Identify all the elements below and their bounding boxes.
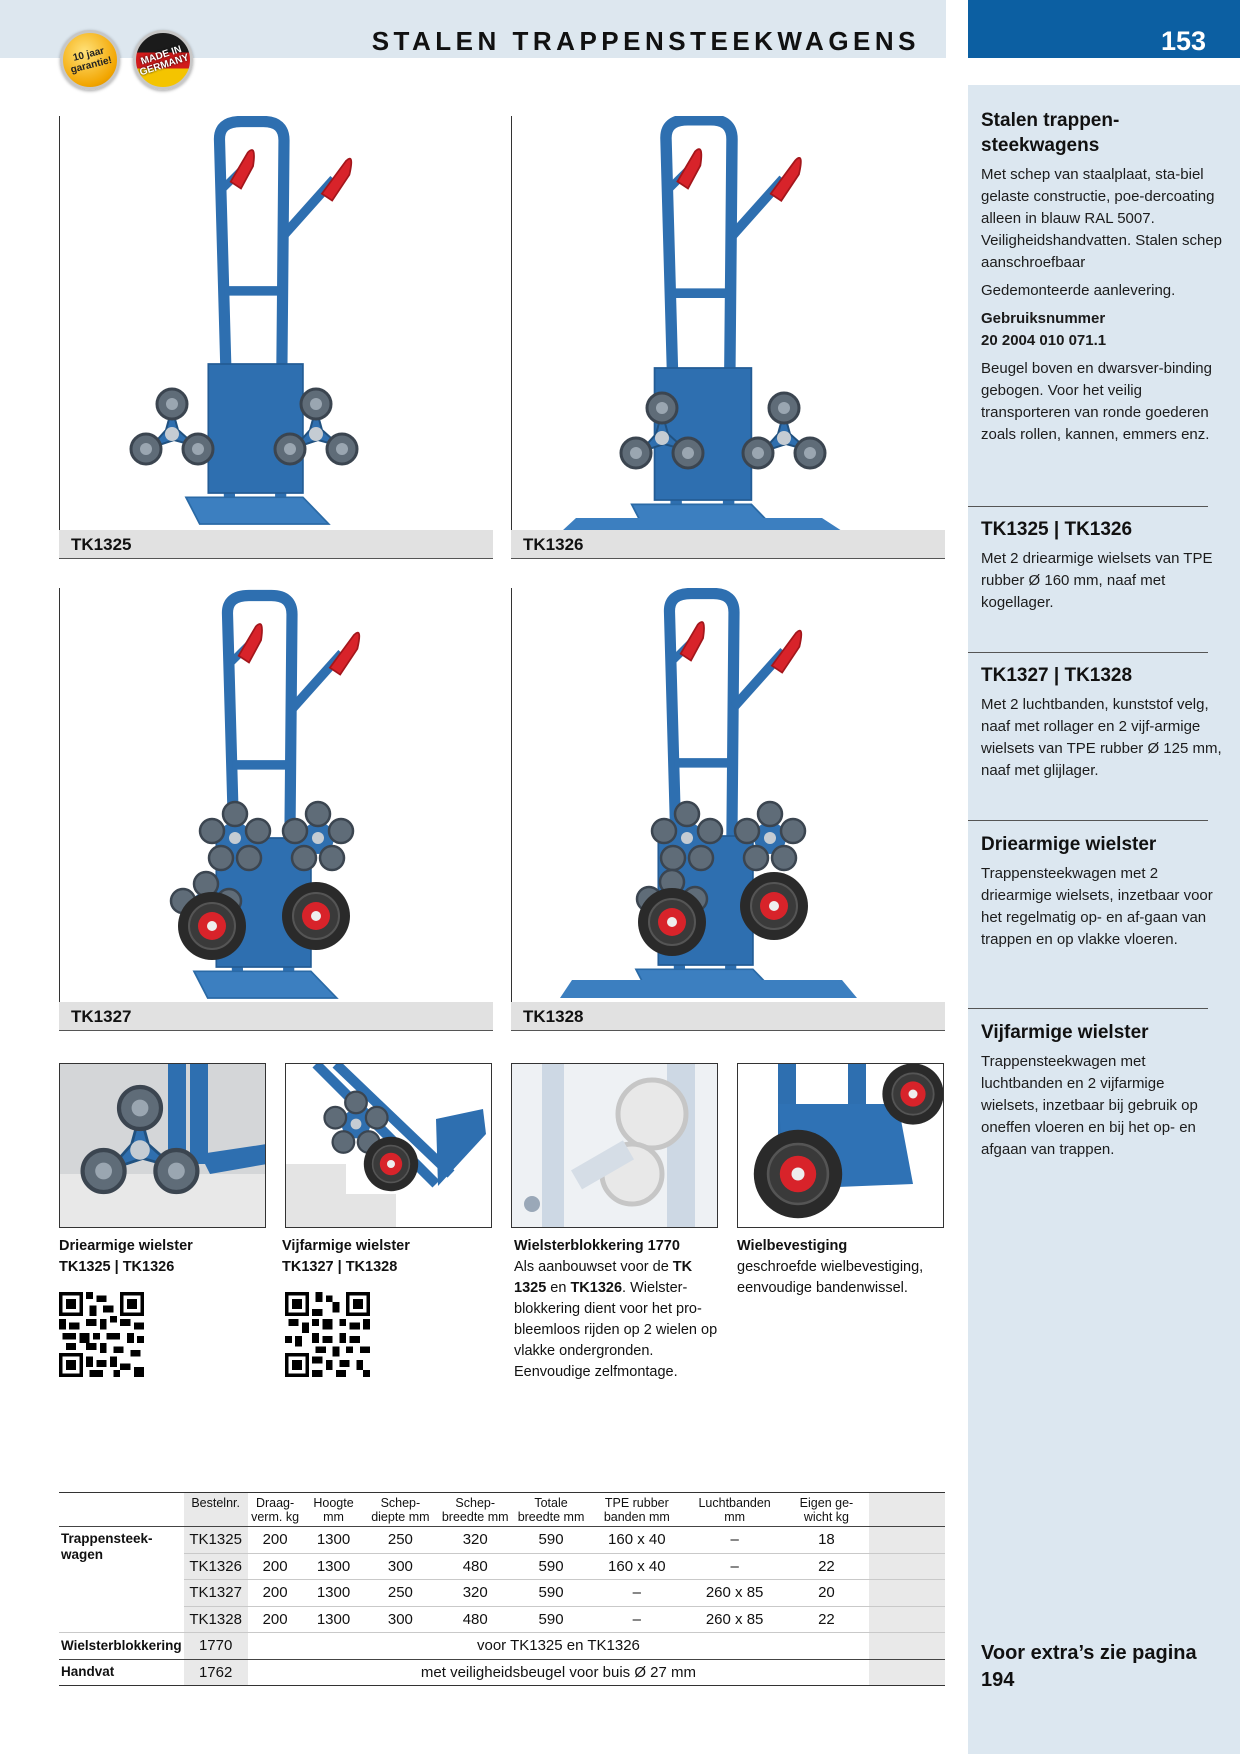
product-caption-tk1325: TK1325 <box>59 530 493 559</box>
table-header: Schep-breedte mm <box>436 1493 514 1527</box>
table-header: Schep-diepte mm <box>364 1493 436 1527</box>
sidebar-tk1325-heading: TK1325 | TK1326 <box>981 519 1133 540</box>
table-cell: 300 <box>364 1606 436 1633</box>
product-photo-tk1328 <box>511 588 945 1002</box>
table-cell: – <box>588 1606 686 1633</box>
page-number: 153 <box>1160 26 1206 56</box>
detail-caption-five-star <box>282 1236 497 1278</box>
usage-number-label: Gebruiksnummer <box>981 310 1106 327</box>
sidebar-drie-heading: Driearmige wielster <box>981 834 1157 855</box>
sidebar-intro-heading: Stalen trappen-steekwagens <box>981 110 1120 156</box>
hand-truck-five-star-image <box>60 588 494 1002</box>
table-cell: – <box>686 1553 784 1580</box>
accessory-description: voor TK1325 en TK1326 <box>248 1633 870 1660</box>
table-cell-empty <box>869 1580 945 1607</box>
table-cell-empty <box>869 1633 945 1660</box>
table-cell: 590 <box>514 1606 588 1633</box>
product-photo-tk1325 <box>59 116 493 530</box>
detail-photo-five-star <box>285 1063 492 1228</box>
table-row <box>59 1606 945 1633</box>
table-cell: TK1327 <box>184 1580 248 1607</box>
extras-reference: Voor extra’s zie pagina 194 <box>981 1642 1197 1691</box>
sidebar-divider <box>968 820 1208 821</box>
sidebar-vijf-text: Trappensteekwagen met luchtbanden en 2 vijfarmige wielsets, inzetbaar bij gebruik op oneffen vloeren en bij het op- en afgaan van trappen. <box>981 1053 1198 1158</box>
page-title: STALEN TRAPPENSTEEKWAGENS <box>371 26 920 56</box>
qr-code-icon[interactable] <box>59 1292 144 1377</box>
table-cell-empty <box>869 1553 945 1580</box>
table-cell: 22 <box>784 1553 870 1580</box>
table-header: Draag-verm. kg <box>248 1493 303 1527</box>
qr-code-icon[interactable] <box>285 1292 370 1377</box>
detail-caption-title: Vijfarmige wielster <box>282 1238 410 1254</box>
table-cell: 22 <box>784 1606 870 1633</box>
table-row-accessory <box>59 1659 945 1686</box>
detail-caption-three-star <box>59 1236 274 1278</box>
table-header: TPE rubber banden mm <box>588 1493 686 1527</box>
text-part: . Wielster-blokkering dient voor het pro-bleemloos rijden op 2 wielen op vlakke ondergronden. Eenvoudige zelfmontage. <box>514 1280 718 1380</box>
sidebar-divider <box>968 506 1208 507</box>
accessory-code: 1762 <box>184 1659 248 1686</box>
sidebar-divider <box>968 652 1208 653</box>
table-cell: 480 <box>436 1553 514 1580</box>
product-caption-tk1328: TK1328 <box>511 1002 945 1031</box>
table-header: Bestelnr. <box>184 1493 248 1527</box>
germany-badge-text: MADE IN GERMANY <box>138 44 191 79</box>
three-star-wheel-detail-image <box>60 1064 266 1228</box>
usage-number: 20 2004 010 071.1 <box>981 332 1107 349</box>
table-cell: TK1328 <box>184 1606 248 1633</box>
product-photo-tk1327 <box>59 588 493 1002</box>
text-part: en <box>546 1280 571 1296</box>
sidebar-tk1327-text: Met 2 luchtbanden, kunststof velg, naaf met rollager en 2 vijf-armige wielsets van TPE rubber Ø 125 mm, naaf met glijlager. <box>981 696 1222 779</box>
table-cell: 1300 <box>303 1527 365 1554</box>
accessory-label: Wielsterblokkering <box>59 1633 184 1660</box>
table-cell: 1300 <box>303 1606 365 1633</box>
table-cell: 160 x 40 <box>588 1527 686 1554</box>
wheel-mount-detail-image <box>738 1064 944 1228</box>
table-header: Totale breedte mm <box>514 1493 588 1527</box>
table-cell: 590 <box>514 1527 588 1554</box>
sidebar-vijf <box>968 1020 1240 1167</box>
table-cell-empty <box>869 1527 945 1554</box>
table-cell: 590 <box>514 1553 588 1580</box>
product-caption-tk1327: TK1327 <box>59 1002 493 1031</box>
table-header-row <box>59 1493 945 1527</box>
detail-caption-title: Wielsterblokkering 1770 <box>514 1238 680 1254</box>
accessory-code: 1770 <box>184 1633 248 1660</box>
table-cell: 250 <box>364 1580 436 1607</box>
table-header-empty <box>869 1493 945 1527</box>
guarantee-badge-text: 10 jaar garantie! <box>69 45 114 76</box>
table-cell: 200 <box>248 1527 303 1554</box>
hand-truck-three-star-image <box>60 116 494 530</box>
table-cell: 200 <box>248 1553 303 1580</box>
table-cell-empty <box>869 1659 945 1686</box>
specifications-table <box>59 1492 945 1686</box>
page-number-box <box>968 0 1240 58</box>
table-cell: 590 <box>514 1580 588 1607</box>
accessory-description: met veiligheidsbeugel voor buis Ø 27 mm <box>248 1659 870 1686</box>
sidebar-intro <box>968 108 1240 452</box>
table-cell: 18 <box>784 1527 870 1554</box>
detail-caption-subtitle: TK1325 | TK1326 <box>59 1259 175 1275</box>
table-cell-empty <box>869 1606 945 1633</box>
detail-caption-wheel-lock <box>514 1236 728 1383</box>
table-header: Eigen ge-wicht kg <box>784 1493 870 1527</box>
table-cell: 1300 <box>303 1553 365 1580</box>
guarantee-badge-icon <box>60 30 120 90</box>
sidebar-drie-text: Trappensteekwagen met 2 driearmige wielsets, inzetbaar voor het regelmatig op- en af-gaan van trappen en op vlakke vloeren. <box>981 865 1213 948</box>
table-cell: 160 x 40 <box>588 1553 686 1580</box>
sidebar-intro-p3: Beugel boven en dwarsver-binding gebogen. Voor het veilig transporteren van ronde goederen zoals rollen, kannen, emmers enz. <box>981 360 1212 443</box>
sidebar-divider <box>968 1008 1208 1009</box>
table-cell: 260 x 85 <box>686 1606 784 1633</box>
sidebar-tk1327-1328 <box>968 663 1240 788</box>
detail-caption-title: Driearmige wielster <box>59 1238 193 1254</box>
text-part-bold: TK 1325 <box>514 1259 693 1296</box>
table-cell: 200 <box>248 1606 303 1633</box>
table-cell: 260 x 85 <box>686 1580 784 1607</box>
text-part: Als aanbouwset voor de <box>514 1259 673 1275</box>
hand-truck-five-star-wide-image <box>512 588 946 1002</box>
product-photo-tk1326 <box>511 116 945 530</box>
detail-photo-wheel-lock <box>511 1063 718 1228</box>
sidebar-tk1325-1326 <box>968 517 1240 620</box>
five-star-wheel-detail-image <box>286 1064 492 1228</box>
made-in-germany-badge-icon <box>133 30 193 90</box>
table-header: Hoogte mm <box>303 1493 365 1527</box>
detail-caption-title: Wielbevestiging <box>737 1238 848 1254</box>
detail-caption-text <box>514 1257 728 1383</box>
sidebar-vijf-heading: Vijfarmige wielster <box>981 1022 1149 1043</box>
accessory-label: Handvat <box>59 1659 184 1686</box>
table-row <box>59 1580 945 1607</box>
detail-caption-text: geschroefde wielbevestiging, eenvoudige bandenwissel. <box>737 1259 924 1296</box>
table-header: Luchtbanden mm <box>686 1493 784 1527</box>
table-row <box>59 1527 945 1554</box>
sidebar-intro-p2: Gedemonteerde aanlevering. <box>981 282 1176 299</box>
hand-truck-three-star-wide-image <box>512 116 946 530</box>
table-cell: 1300 <box>303 1580 365 1607</box>
table-cell: 200 <box>248 1580 303 1607</box>
table-row-accessory <box>59 1633 945 1660</box>
table-cell: 480 <box>436 1606 514 1633</box>
table-cell: TK1326 <box>184 1553 248 1580</box>
table-group-label: Trappensteek-wagen <box>59 1527 184 1633</box>
table-cell: – <box>588 1580 686 1607</box>
detail-caption-subtitle: TK1327 | TK1328 <box>282 1259 398 1275</box>
sidebar-drie <box>968 832 1240 957</box>
table-cell: – <box>686 1527 784 1554</box>
table-cell: 320 <box>436 1580 514 1607</box>
table-cell: 20 <box>784 1580 870 1607</box>
table-row <box>59 1553 945 1580</box>
sidebar-intro-p1: Met schep van staalplaat, sta-biel gelaste constructie, poe-dercoating alleen in blauw RAL 5007. Veiligheidshandvatten. Stalen schep aanschroefbaar <box>981 166 1223 271</box>
product-caption-tk1326: TK1326 <box>511 530 945 559</box>
table-header-empty <box>59 1493 184 1527</box>
table-cell: TK1325 <box>184 1527 248 1554</box>
text-part-bold: TK1326 <box>570 1280 623 1296</box>
detail-photo-wheel-mount <box>737 1063 944 1228</box>
detail-photo-three-star <box>59 1063 266 1228</box>
table-cell: 300 <box>364 1553 436 1580</box>
sidebar-tk1327-heading: TK1327 | TK1328 <box>981 665 1133 686</box>
table-cell: 250 <box>364 1527 436 1554</box>
wheel-lock-detail-image <box>512 1064 718 1228</box>
sidebar-tk1325-text: Met 2 driearmige wielsets van TPE rubber Ø 160 mm, naaf met kogellager. <box>981 550 1213 611</box>
table-cell: 320 <box>436 1527 514 1554</box>
detail-caption-wheel-mount <box>737 1236 942 1299</box>
